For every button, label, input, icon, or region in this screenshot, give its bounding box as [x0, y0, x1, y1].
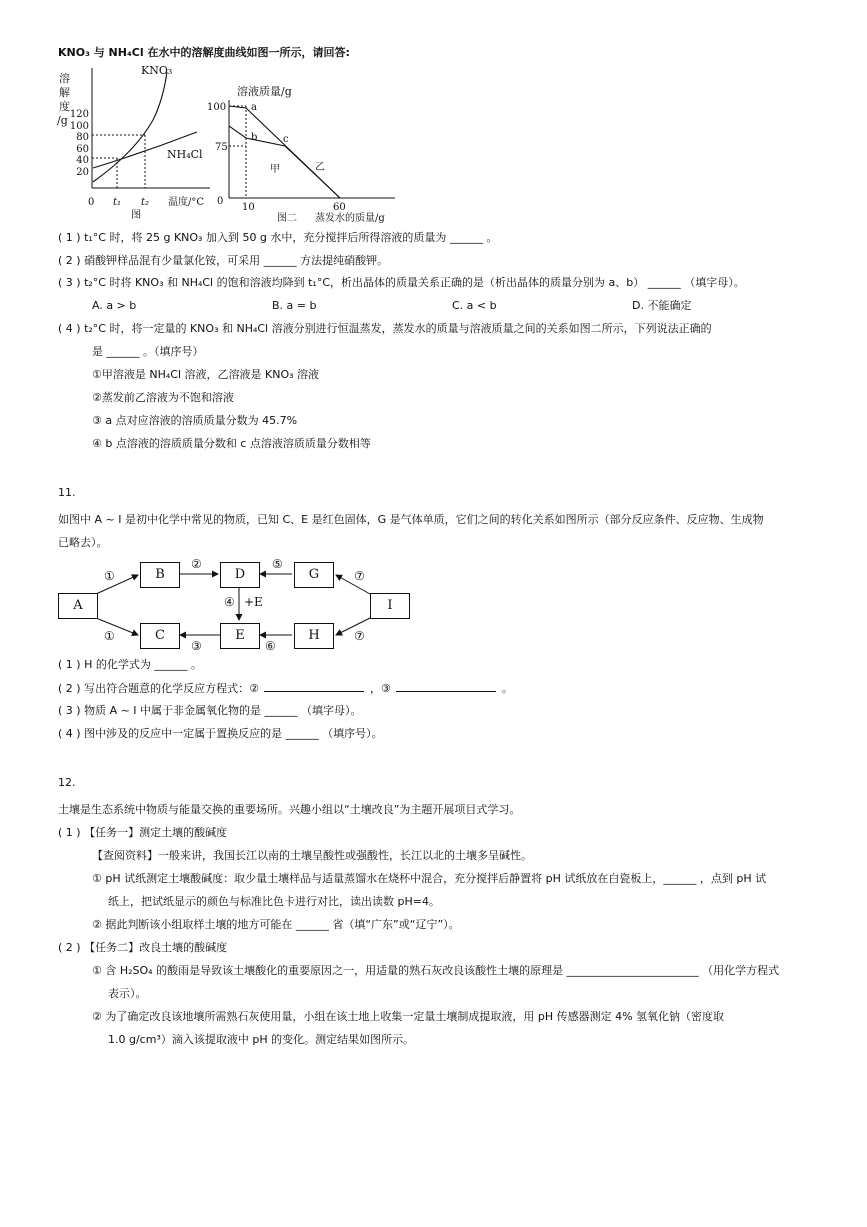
- q12-number: 12.: [58, 776, 76, 789]
- arrow-a-b: [96, 575, 138, 594]
- fig1-caption: 图: [131, 210, 141, 221]
- statement-1: ①甲溶液是 NH₄Cl 溶液，乙溶液是 KNO₃ 溶液: [92, 368, 320, 381]
- fig1-ytick: 40: [76, 155, 89, 166]
- arrow-i-h: [336, 618, 370, 635]
- fig2-xlabel: 蒸发水的质量/g: [315, 213, 385, 224]
- line-jia-label: 甲: [270, 164, 280, 175]
- q10-part1: ( 1 ) t₁°C 时，将 25 g KNO₃ 加入到 50 g 水中，充分搅拌后所得溶液的质量为 ______ 。: [58, 231, 498, 244]
- fig1-ylabel-char: /g: [57, 114, 68, 127]
- reaction-5-label: ⑤: [272, 557, 283, 571]
- node-g: G: [294, 562, 334, 588]
- q11-part2-end: 。: [501, 682, 513, 695]
- answer-blank-3[interactable]: [396, 681, 496, 692]
- fig2-ytick: 100: [207, 102, 227, 113]
- fig2-xtick: 60: [333, 202, 346, 213]
- solubility-chart: [55, 60, 225, 220]
- fig1-xtick: t₁: [113, 197, 122, 208]
- arrow-a-c: [96, 618, 138, 635]
- q10-part4-cont: 是 ______ 。（填序号）: [92, 345, 204, 358]
- reaction-4-reagent: +E: [244, 595, 263, 609]
- fig1-ylabel-char: 溶: [59, 72, 70, 85]
- statement-2: ②蒸发前乙溶液为不饱和溶液: [92, 391, 234, 404]
- node-a: A: [58, 593, 98, 619]
- fig2-xtick: 10: [242, 202, 255, 213]
- q11-part1: ( 1 ) H 的化学式为 ______ 。: [58, 658, 202, 671]
- node-c: C: [140, 623, 180, 649]
- q10-part4: ( 4 ) t₂°C 时，将一定量的 KNO₃ 和 NH₄Cl 溶液分别进行恒温蒸发，蒸发水的质量与溶液质量之间的关系如图二所示，下列说法正确的: [58, 322, 712, 335]
- q11-number: 11.: [58, 486, 76, 499]
- nh4cl-label: NH₄Cl: [167, 148, 203, 161]
- reaction-1-label: ①: [104, 569, 115, 583]
- node-i: I: [370, 593, 410, 619]
- node-e: E: [220, 623, 260, 649]
- q12-task2: ( 2 ) 【任务二】改良土壤的酸碱度: [58, 941, 228, 954]
- q10-part2: ( 2 ) 硝酸钾样品混有少量氯化铵，可采用 ______ 方法提纯硝酸钾。: [58, 254, 389, 267]
- q11-part3: ( 3 ) 物质 A ~ I 中属于非金属氧化物的是 ______ （填字母）。: [58, 704, 362, 717]
- fig1-ytick: 20: [76, 167, 89, 178]
- reaction-7-label: ⑦: [354, 629, 365, 643]
- option-d[interactable]: D. 不能确定: [632, 299, 692, 312]
- fig1-xtick: t₂: [141, 197, 150, 208]
- q11-part2-sep: ，③: [369, 682, 391, 695]
- kno3-curve: [93, 72, 167, 182]
- reaction-2-label: ②: [191, 557, 202, 571]
- fig1-ylabel-char: 度: [59, 100, 70, 113]
- option-b[interactable]: B. a = b: [272, 299, 317, 312]
- fig1-xtick: 0: [88, 197, 95, 208]
- fig2-ytick: 0: [217, 196, 224, 207]
- q10-intro: KNO₃ 与 NH₄Cl 在水中的溶解度曲线如图一所示，请回答:: [58, 46, 350, 59]
- option-a[interactable]: A. a > b: [92, 299, 137, 312]
- statement-4: ④ b 点溶液的溶质质量分数和 c 点溶液溶质质量分数相等: [92, 437, 371, 450]
- q12-info: 【查阅资料】一般来讲，我国长江以南的土壤呈酸性或强酸性，长江以北的土壤多呈碱性。: [92, 849, 532, 862]
- point-b: b: [251, 132, 258, 143]
- reaction-3-label: ③: [191, 639, 202, 653]
- q12-task1: ( 1 ) 【任务一】测定土壤的酸碱度: [58, 826, 228, 839]
- point-a: a: [251, 102, 257, 113]
- fig2-caption: 图二: [277, 213, 297, 224]
- fig1-ylabel-char: 解: [59, 86, 70, 99]
- fig1-ytick: 80: [76, 132, 89, 143]
- q12-intro: 土壤是生态系统中物质与能量交换的重要场所。兴趣小组以“土壤改良”为主题开展项目式学习。: [58, 803, 521, 816]
- q11-intro-cont: 已略去）。: [58, 536, 108, 549]
- reaction-6-label: ⑥: [265, 639, 276, 653]
- q11-part2-text: ( 2 ) 写出符合题意的化学反应方程式：②: [58, 682, 259, 695]
- line-yi-label: 乙: [315, 162, 325, 173]
- conversion-diagram: [58, 557, 410, 653]
- fig2-ytick: 75: [215, 142, 228, 153]
- q10-part3: ( 3 ) t₂°C 时将 KNO₃ 和 NH₄Cl 的饱和溶液均降到 t₁°C，析出晶体的质量关系正确的是（析出晶体的质量分别为 a、b） ______ （填字母）。: [58, 276, 745, 289]
- q12-task1-step1: ① pH 试纸测定土壤酸碱度：取少量土壤样品与适量蒸馏水在烧杯中混合，充分搅拌后静置将 pH 试纸放在白瓷板上，______ ，点到 pH 试: [92, 872, 767, 885]
- evaporation-chart: [207, 80, 405, 225]
- fig1-ytick: 100: [69, 121, 89, 132]
- fig1-ylabel: [57, 71, 70, 127]
- fig1-ytick: 120: [69, 109, 89, 120]
- answer-blank-2[interactable]: [264, 681, 364, 692]
- fig2-ylabel: 溶液质量/g: [237, 85, 292, 98]
- reaction-1-label: ①: [104, 629, 115, 643]
- q11-intro: 如图中 A ~ I 是初中化学中常见的物质，已知 C、E 是红色固体，G 是气体单质，它们之间的转化关系如图所示（部分反应条件、反应物、生成物: [58, 513, 764, 526]
- reaction-7-label: ⑦: [354, 569, 365, 583]
- statement-3: ③ a 点对应溶液的溶质质量分数为 45.7%: [92, 414, 298, 427]
- q12-task2-step2: ② 为了确定改良该地壤所需熟石灰使用量，小组在该土地上收集一定量土壤制成提取液，用 pH 传感器测定 4% 氢氧化钠（密度取: [92, 1010, 725, 1023]
- kno3-label: KNO₃: [141, 64, 173, 77]
- q11-part2: [58, 681, 513, 696]
- option-c[interactable]: C. a < b: [452, 299, 497, 312]
- node-b: B: [140, 562, 180, 588]
- q12-task2-step2-cont: 1.0 g/cm³）滴入该提取液中 pH 的变化。测定结果如图所示。: [108, 1033, 415, 1046]
- fig1-ytick: 60: [76, 144, 89, 155]
- node-d: D: [220, 562, 260, 588]
- arrow-i-g: [336, 575, 370, 594]
- node-h: H: [294, 623, 334, 649]
- q12-task2-step1: ① 含 H₂SO₄ 的酸雨是导致该土壤酸化的重要原因之一，用适量的熟石灰改良该酸性土壤的原理是 ________________________ （用化学方程式: [92, 964, 780, 977]
- q12-task2-step1-cont: 表示）。: [108, 987, 147, 1000]
- reaction-4-label: ④: [224, 595, 235, 609]
- q11-part4: ( 4 ) 图中涉及的反应中一定属于置换反应的是 ______ （填序号）。: [58, 727, 383, 740]
- fig1-xlabel: 温度/°C: [168, 197, 205, 208]
- q12-task1-step2: ② 据此判断该小组取样土壤的地方可能在 ______ 省（填“广东”或“辽宁”）。: [92, 918, 460, 931]
- point-c: c: [283, 134, 289, 145]
- q12-task1-step1-cont: 纸上，把试纸显示的颜色与标准比色卡进行对比，读出读数 pH=4。: [108, 895, 440, 908]
